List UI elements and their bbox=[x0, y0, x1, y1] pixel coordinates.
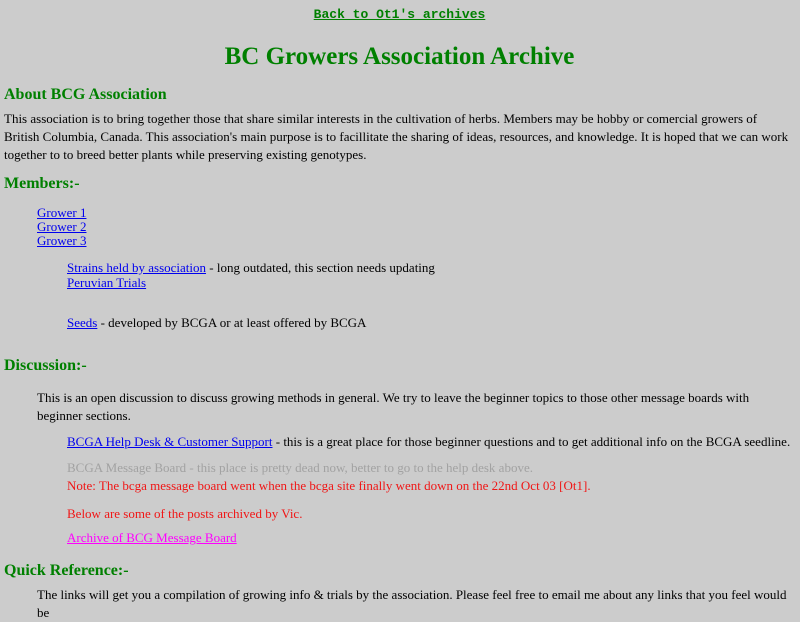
strains-link[interactable]: Strains held by association bbox=[67, 260, 207, 275]
seeds-note: - developed by BCGA or at least offered by BCGA bbox=[97, 315, 367, 330]
board-shutdown-note: Note: The bcga message board went when the bcga site finally went down on the 22nd Oct 03 [Ot1]. bbox=[67, 478, 591, 493]
list-item bbox=[37, 234, 795, 248]
seeds-link[interactable]: Seeds bbox=[67, 315, 98, 330]
helpdesk-link[interactable]: BCGA Help Desk & Customer Support bbox=[67, 434, 273, 449]
quick-reference-paragraph: The links will get you a compilation of growing info & trials by the association. Please feel free to email me about any links that you feel would be bbox=[37, 587, 787, 620]
grower-1-link[interactable]: Grower 1 bbox=[37, 205, 87, 220]
back-link-row bbox=[4, 0, 795, 22]
peruvian-trials-link[interactable]: Peruvian Trials bbox=[67, 275, 147, 290]
message-board-archive-link[interactable]: Archive of BCG Message Board bbox=[67, 530, 237, 545]
grower-links-list bbox=[37, 206, 795, 248]
back-to-archives-link[interactable]: Back to Ot1's archives bbox=[313, 7, 486, 22]
grower-3-link[interactable]: Grower 3 bbox=[37, 233, 87, 248]
discussion-paragraph: This is an open discussion to discuss growing methods in general. We try to leave the beginner topics to those other message boards with beginner sections. bbox=[37, 390, 750, 423]
strains-note: - long outdated, this section needs updating bbox=[206, 260, 435, 275]
strains-row bbox=[67, 260, 795, 275]
grower-2-link[interactable]: Grower 2 bbox=[37, 219, 87, 234]
strains-block bbox=[67, 260, 795, 290]
discussion-section-heading: Discussion:- bbox=[4, 357, 87, 374]
archive-link-row bbox=[67, 529, 795, 547]
peruvian-row bbox=[67, 275, 795, 290]
board-dead-text: BCGA Message Board - this place is pretty dead now, better to go to the help desk above. bbox=[67, 460, 533, 475]
message-board-status bbox=[67, 459, 795, 495]
seeds-block bbox=[67, 315, 795, 330]
helpdesk-note: - this is a great place for those beginner questions and to get additional info on the BCGA seedline. bbox=[272, 434, 791, 449]
about-section-heading: About BCG Association bbox=[4, 86, 167, 103]
list-item bbox=[37, 220, 795, 234]
quick-reference-section-heading: Quick Reference:- bbox=[4, 562, 129, 579]
page-title: BC Growers Association Archive bbox=[224, 43, 575, 70]
archive-intro-text: Below are some of the posts archived by Vic. bbox=[67, 506, 303, 521]
members-section-heading: Members:- bbox=[4, 175, 80, 192]
about-paragraph: This association is to bring together those that share similar interests in the cultivation of herbs. Members may be hobby or comercial growers of British Columbia, Canada. This association's main purpose is to facillitate the sharing of ideas, resources, and knowledge. It is hoped that we can work together to to breed better plants while preserving existing genotypes. bbox=[4, 111, 789, 162]
helpdesk-row bbox=[67, 433, 795, 451]
list-item bbox=[37, 206, 795, 220]
